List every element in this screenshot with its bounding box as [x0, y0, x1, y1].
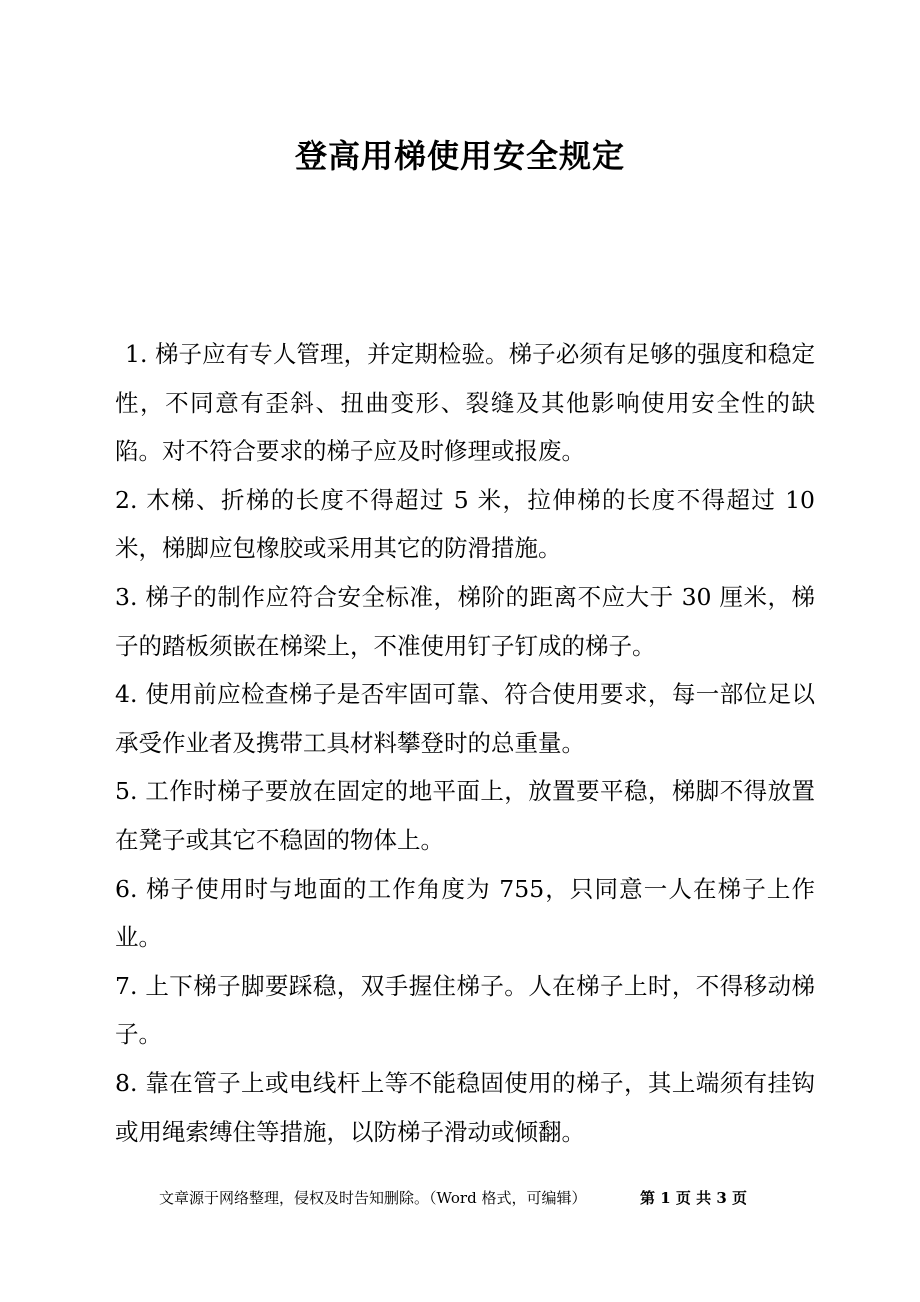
paragraph-4: 4. 使用前应检查梯子是否牢固可靠、符合使用要求，每一部位足以承受作业者及携带工具材料攀登时的总重量。 — [115, 680, 815, 757]
document-body — [115, 330, 815, 1156]
paragraph-2: 2. 木梯、折梯的长度不得超过 5 米，拉伸梯的长度不得超过 10 米，梯脚应包橡胶或采用其它的防滑措施。 — [115, 485, 815, 563]
footer-note: 文章源于网络整理，侵权及时告知删除。（Word 格式，可编辑） — [159, 1189, 587, 1207]
paragraph-1: 1. 梯子应有专人管理，并定期检验。梯子必须有足够的强度和稳定性，不同意有歪斜、扭曲变形、裂缝及其他影响使用安全性的缺陷。对不符合要求的梯子应及时修理或报废。 — [115, 340, 815, 466]
paragraph-7: 7. 上下梯子脚要踩稳，双手握住梯子。人在梯子上时，不得移动梯子。 — [115, 971, 815, 1049]
paragraph-6: 6. 梯子使用时与地面的工作角度为 755，只同意一人在梯子上作业。 — [115, 874, 815, 952]
paragraph-5: 5. 工作时梯子要放在固定的地平面上，放置要平稳，梯脚不得放置在凳子或其它不稳固的物体上。 — [115, 777, 815, 854]
page-number: 第 1 页 共 3 页 — [640, 1189, 747, 1207]
paragraph-3: 3. 梯子的制作应符合安全标准，梯阶的距离不应大于 30 厘米，梯子的踏板须嵌在梯梁上，不准使用钉子钉成的梯子。 — [115, 582, 815, 660]
document-title: 登高用梯使用安全规定 — [294, 137, 625, 175]
paragraph-8: 8. 靠在管子上或电线杆上等不能稳固使用的梯子，其上端须有挂钩或用绳索缚住等措施，以防梯子滑动或倾翻。 — [115, 1068, 815, 1146]
